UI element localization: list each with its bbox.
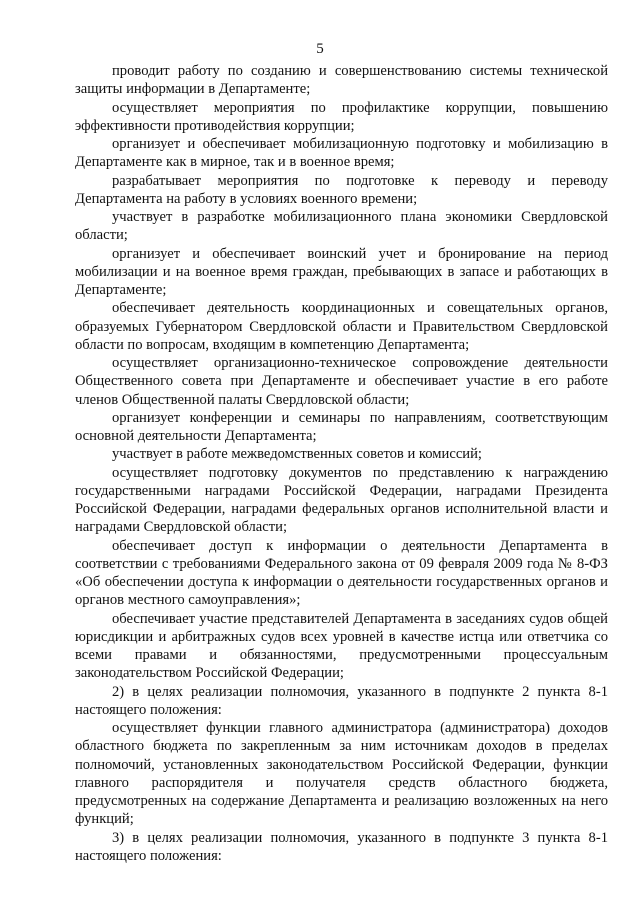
paragraph: участвует в работе межведомственных советов и комиссий; (112, 446, 482, 463)
document-body (75, 62, 608, 865)
page-number: 5 (316, 41, 324, 57)
paragraph: осуществляет мероприятия по профилактике коррупции, повышению эффективности противодействия коррупции; (75, 99, 608, 134)
paragraph: обеспечивает деятельность координационных и совещательных органов, образуемых Губернатором Свердловской области и Правительством Свердловской области по вопросам, входящим в компетенцию Департамента; (75, 300, 608, 353)
paragraph: 3) в целях реализации полномочия, указанного в подпункте 3 пункта 8-1 настоящего положения: (75, 829, 608, 864)
paragraph: организует и обеспечивает мобилизационную подготовку и мобилизацию в Департаменте как в мирное, так и в военное время; (75, 136, 608, 171)
paragraph: проводит работу по созданию и совершенствованию системы технической защиты информации в Департаменте; (75, 63, 608, 98)
paragraph: 2) в целях реализации полномочия, указанного в подпункте 2 пункта 8-1 настоящего положения: (75, 683, 608, 718)
paragraph: обеспечивает участие представителей Департамента в заседаниях судов общей юрисдикции и арбитражных судов всех уровней в качестве истца или ответчика со всеми правами и обязанностями, предусмотренными процессуальным законодательством Российской Федерации; (75, 610, 608, 682)
paragraph: участвует в разработке мобилизационного плана экономики Свердловской области; (75, 209, 608, 244)
paragraph: организует конференции и семинары по направлениям, соответствующим основной деятельности Департамента; (75, 409, 608, 444)
paragraph: осуществляет подготовку документов по представлению к награждению государственными наградами Российской Федерации, наградами Президента Российской Федерации, наградами федеральных органов исполнительной власти и наградами Свердловской области; (75, 464, 608, 536)
paragraph: обеспечивает доступ к информации о деятельности Департамента в соответствии с требованиями Федерального закона от 09 февраля 2009 года № 8-ФЗ «Об обеспечении доступа к информации о деятельности государственных органов и органов местного самоуправления»; (75, 537, 608, 609)
paragraph: организует и обеспечивает воинский учет и бронирование на период мобилизации и на военное время граждан, пребывающих в запасе и работающих в Департаменте; (75, 245, 608, 298)
paragraph: осуществляет функции главного администратора (администратора) доходов областного бюджета по закрепленным за ним источникам доходов в пределах полномочий, установленных законодательством Российской Федерации, функции главного распорядителя и получателя средств областного бюджета, предусмотренных на содержание Департамента и реализацию возложенных на него функций; (75, 720, 608, 828)
paragraph: разрабатывает мероприятия по подготовке к переводу и переводу Департамента на работу в условиях военного времени; (75, 172, 608, 207)
paragraph: осуществляет организационно-техническое сопровождение деятельности Общественного совета при Департаменте и обеспечивает участие в его работе членов Общественной палаты Свердловской области; (75, 355, 608, 408)
